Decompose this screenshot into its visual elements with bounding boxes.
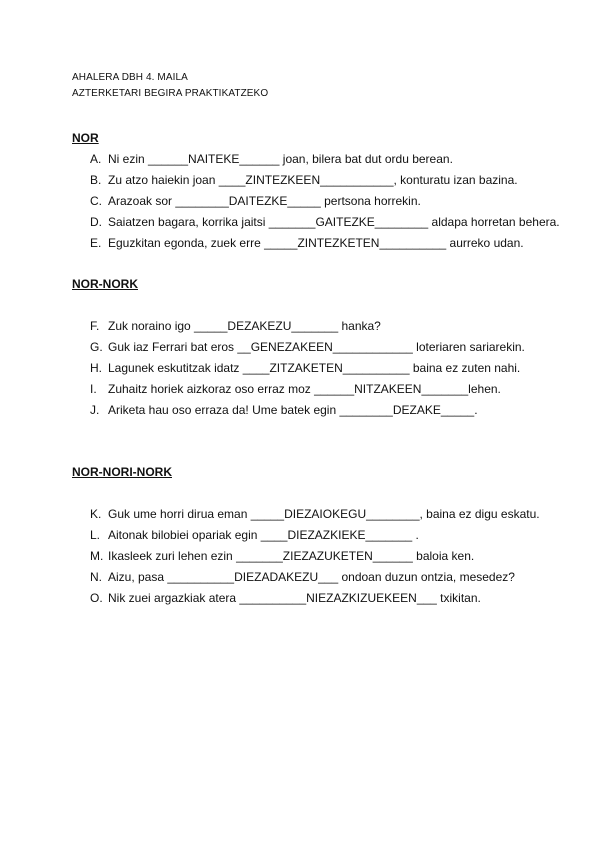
list-item (90, 566, 540, 587)
item-letter: H. (90, 360, 102, 375)
item-letter: B. (90, 172, 102, 187)
item-sentence: Ikasleek zuri lehen ezin _______ZIEZAZUKETEN______ baloia ken. (108, 548, 475, 563)
item-letter: C. (90, 193, 102, 208)
list-item (90, 190, 560, 211)
list-item (90, 503, 540, 524)
section-title-nor-nori-nork: NOR-NORI-NORK (72, 465, 172, 479)
list-item (90, 399, 525, 420)
list-item (90, 169, 560, 190)
item-letter: E. (90, 235, 102, 250)
list-item (90, 587, 540, 608)
item-sentence: Guk iaz Ferrari bat eros __GENEZAKEEN____________ loteriaren sariarekin. (108, 339, 525, 354)
section-list-nor-nori-nork (90, 503, 540, 608)
item-sentence: Ariketa hau oso erraza da! Ume batek egin ________DEZAKE_____. (108, 402, 478, 417)
item-sentence: Aitonak bilobiei opariak egin ____DIEZAZKIEKE_______ . (108, 527, 419, 542)
header-line-1: AHALERA DBH 4. MAILA (72, 72, 188, 83)
section-title-nor: NOR (72, 131, 99, 145)
item-sentence: Zuhaitz horiek aizkoraz oso erraz moz ______NITZAKEEN_______lehen. (108, 381, 501, 396)
document-header (72, 70, 268, 102)
item-sentence: Nik zuei argazkiak atera __________NIEZAZKIZUEKEEN___ txikitan. (108, 590, 481, 605)
item-letter: K. (90, 506, 102, 521)
item-sentence: Zuk noraino igo _____DEZAKEZU_______ hanka? (108, 318, 381, 333)
item-sentence: Zu atzo haiekin joan ____ZINTEZKEEN___________, konturatu izan bazina. (108, 172, 518, 187)
item-letter: A. (90, 151, 102, 166)
item-sentence: Saiatzen bagara, korrika jaitsi _______GAITEZKE________ aldapa horretan behera. (108, 214, 560, 229)
item-letter: N. (90, 569, 102, 584)
list-item (90, 211, 560, 232)
list-item (90, 378, 525, 399)
item-letter: L. (90, 527, 101, 542)
item-letter: M. (90, 548, 104, 563)
item-letter: J. (90, 402, 100, 417)
list-item (90, 315, 525, 336)
list-item (90, 232, 560, 253)
header-line-2: AZTERKETARI BEGIRA PRAKTIKATZEKO (72, 88, 269, 99)
item-sentence: Lagunek eskutitzak idatz ____ZITZAKETEN__________ baina ez zuten nahi. (108, 360, 521, 375)
list-item (90, 545, 540, 566)
list-item (90, 336, 525, 357)
section-title-nor-nork: NOR-NORK (72, 277, 138, 291)
section-list-nor-nork (90, 315, 525, 420)
section-list-nor (90, 148, 560, 253)
list-item (90, 357, 525, 378)
item-letter: G. (90, 339, 103, 354)
item-sentence: Aizu, pasa __________DIEZADAKEZU___ ondoan duzun ontzia, mesedez? (108, 569, 515, 584)
item-letter: D. (90, 214, 102, 229)
item-sentence: Arazoak sor ________DAITEZKE_____ pertsona horrekin. (108, 193, 421, 208)
item-letter: F. (90, 318, 100, 333)
item-letter: I. (90, 381, 97, 396)
item-sentence: Eguzkitan egonda, zuek erre _____ZINTEZKETEN__________ aurreko udan. (108, 235, 524, 250)
item-sentence: Ni ezin ______NAITEKE______ joan, bilera bat dut ordu berean. (108, 151, 453, 166)
list-item (90, 524, 540, 545)
item-letter: O. (90, 590, 103, 605)
item-sentence: Guk ume horri dirua eman _____DIEZAIOKEGU________, baina ez digu eskatu. (108, 506, 540, 521)
list-item (90, 148, 560, 169)
